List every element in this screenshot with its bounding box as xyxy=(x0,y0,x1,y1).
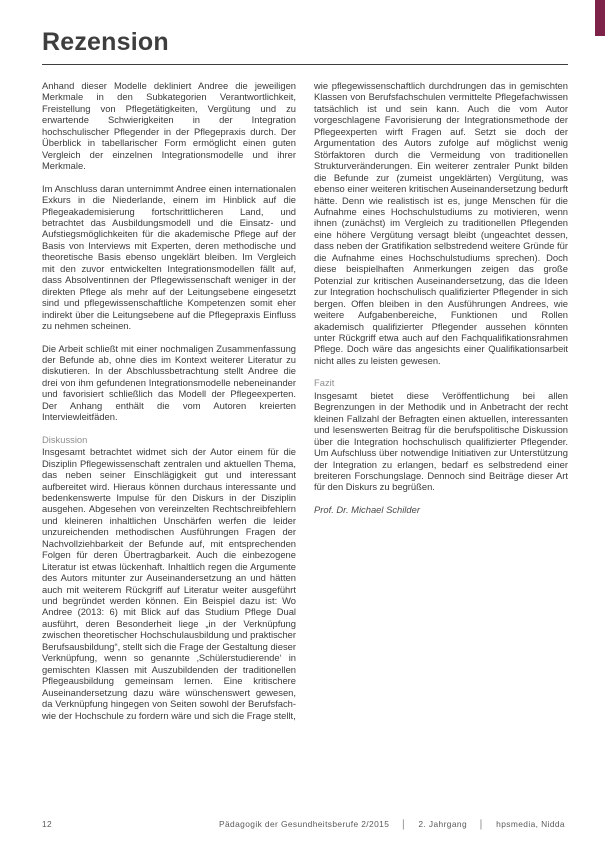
paragraph: wie pflegewissenschaftlich durchdrungen das in gemischten Klassen von Berufsfachschulen vermittelte Pflegefachwissen tatsächlich ist und sein kann. Auch die vom Autor vorgeschlagene Favorisierung der Integrationsmethode der Pflegeexperten wirft Fragen auf. Setzt sie doch der Argumentation des Autors zufolge auf möglichst wenig Störfaktoren durch die Vermeidung von traditionellen Strukturveränderungen. Ein weiterer zentraler Punkt bilden die Befunde zur (zumeist ungeklärten) Vergütung, was ebenso einer weiteren kritischen Auseinandersetzung bedurft hätte. Denn wie realistisch ist es, junge Menschen für die Aufnahme eines Hochschulstudiums zu motivieren, wenn ihnen (zunächst) im Vergleich zu traditionellen Pflegenden eine höhere Vergütung versagt bleibt (ungeachtet dessen, dass neben der Gratifikation selbstredend weitere Gründe für die Aufnahme eines Hochschulstudiums sprechen). Doch diese beispielhaften Anmerkungen zeigen das große Potenzial zur kritischen Auseinandersetzung, das die Ideen zur Integration hochschulisch qualifizierter Pflegender in sich bergen. Offen bleiben in den Ausführungen Andrees, wie weitere Aufgabenbereiche, Funktionen und Rollen akademisch qualifizierter Pflegender aussehen könnten unter Rückgriff etwa auch auf den Fachqualifikationsrahmen Pflege. Doch wäre das angesichts einer Qualifikationsarbeit nicht alles zu leisten gewesen. xyxy=(314,80,568,366)
paragraph: Im Anschluss daran unternimmt Andree einen internationalen Exkurs in die Niederlande, einem im Hinblick auf die Pflegeakademisierung fortschrittlicheren Land, und betrachtet das Ausbildungsmodell und die Einsatz- und Aufstiegsmöglichkeiten für die akademische Pflege auf der Basis von Interviews mit Experten, deren methodische und theoretische Basis ebenso ungeklärt bleiben. Im Vergleich mit den zuvor entwickelten Integrationsmodellen fällt auf, dass Absolventinnen der Pflegewissenschaft weniger in der direkten Pflege als mehr auf der Leitungsebene eingesetzt sind und pflegewissenschaftliche Kompetenzen somit eher indirekt über die Leitungsebene auf die Pflegepraxis Einfluss zu nehmen scheinen. xyxy=(42,182,296,332)
author-signature: Prof. Dr. Michael Schilder xyxy=(314,503,420,515)
footer-journal-line xyxy=(219,819,568,829)
page-number: 12 xyxy=(42,819,53,829)
page-title: Rezension xyxy=(42,28,169,56)
footer-separator: │ xyxy=(478,819,485,829)
page-footer xyxy=(42,819,568,829)
right-column xyxy=(314,80,568,732)
footer-separator: │ xyxy=(401,819,407,829)
section-heading-diskussion: Diskussion xyxy=(42,433,88,445)
footer-journal-title: Pädagogik der Gesundheitsberufe 2/2015 xyxy=(219,819,390,829)
paragraph: Insgesamt betrachtet widmet sich der Autor einem für die Disziplin Pflegewissenschaft zentralen und aktuellen Thema, das neben seiner Einschlägigkeit gut und interessant aufbereitet wird. Hieraus können durchaus interessante und bedenkenswerte Impulse für den Diskurs in der Disziplin ausgehen. Abgesehen von vereinzelten Rechtschreibfehlern und kleineren inhaltlichen Unschärfen werfen die leider unzureichenden methodischen Ausführungen Fragen der Nachvollziehbarkeit der Befunde auf, mit entsprechenden Folgen für deren Übertragbarkeit. Auch die einbezogene Literatur ist etwas lückenhaft. Inhaltlich regen die Argumente des Autors mitunter zur Auseinandersetzung an und hätten auch mit weiterem Rückgriff auf Literatur weiter ausgeführt und begründet werden können. Ein Beispiel dazu ist: Wo Andree (2013: 6) mit Blick auf das Studium Pflege Dual ausführt, deren Besonderheit liege „in der Verknüpfung zwischen theoretischer Hochschulausbildung und praktischer Berufsausbildung“, stellt sich die Frage der Gestaltung dieser Verknüpfung, wenn so genannte ‚Schülerstudierende‘ in gemischten Klassen mit Auszubildenden der traditionellen Pflegeausbildung gemeinsam lernen. Eine kritischere Auseinandersetzung dazu wäre wünschenswert gewesen, da Verknüpfung hingegen von Seiten sowohl der Berufsfach- wie der Hochschule zu fordern wäre und sich die Frage stellt, xyxy=(42,446,296,721)
section-heading-fazit: Fazit xyxy=(314,377,335,389)
paragraph: Anhand dieser Modelle dekliniert Andree die jeweiligen Merkmale in den Subkategorien Verantwortlichkeit, Freistellung von Pflegetätigkeiten, Vergütung und zu erwartende Schwierigkeiten in der Integration hochschulischer Pflegender in der Pflegepraxis durch. Der Überblick in tabellarischer Form ermöglicht einen guten Vergleich der einzelnen Integrationsmodelle und ihrer Merkmale. xyxy=(42,80,296,172)
left-column xyxy=(42,80,296,732)
title-rule xyxy=(42,64,568,65)
paragraph: Insgesamt bietet diese Veröffentlichung bei allen Begrenzungen in der Methodik und in Anbetracht der recht kleinen Fallzahl der Befragten einen aktuellen, interessanten und lesenswerten Beitrag für die berufspolitische Diskussion über die Integration hochschulisch qualifizierter Pflegender. Um Aufschluss über notwendige Initiativen zur Unterstützung der Integration zu erlangen, bedarf es selbstredend einer breiteren Forschungslage. Dennoch sind Beiträge dieser Art für den Diskurs zu begrüßen. xyxy=(314,389,568,493)
paragraph: Die Arbeit schließt mit einer nochmaligen Zusammenfassung der Befunde ab, ohne dies im Kontext weiterer Literatur zu diskutieren. In der Abschlussbetrachtung stellt Andree die drei von ihm gefundenen Integrationsmodelle nebeneinander und favorisiert schließlich das Modell der Pflegeexperten. Der Anhang enthält die vom Autoren kreierten Interviewleitfäden. xyxy=(42,342,296,423)
title-block xyxy=(42,28,568,73)
page-edge-accent-marker xyxy=(595,0,605,36)
article-body xyxy=(42,80,568,732)
footer-volume: 2. Jahrgang xyxy=(418,819,468,829)
footer-publisher: hpsmedia, Nidda xyxy=(496,819,565,829)
